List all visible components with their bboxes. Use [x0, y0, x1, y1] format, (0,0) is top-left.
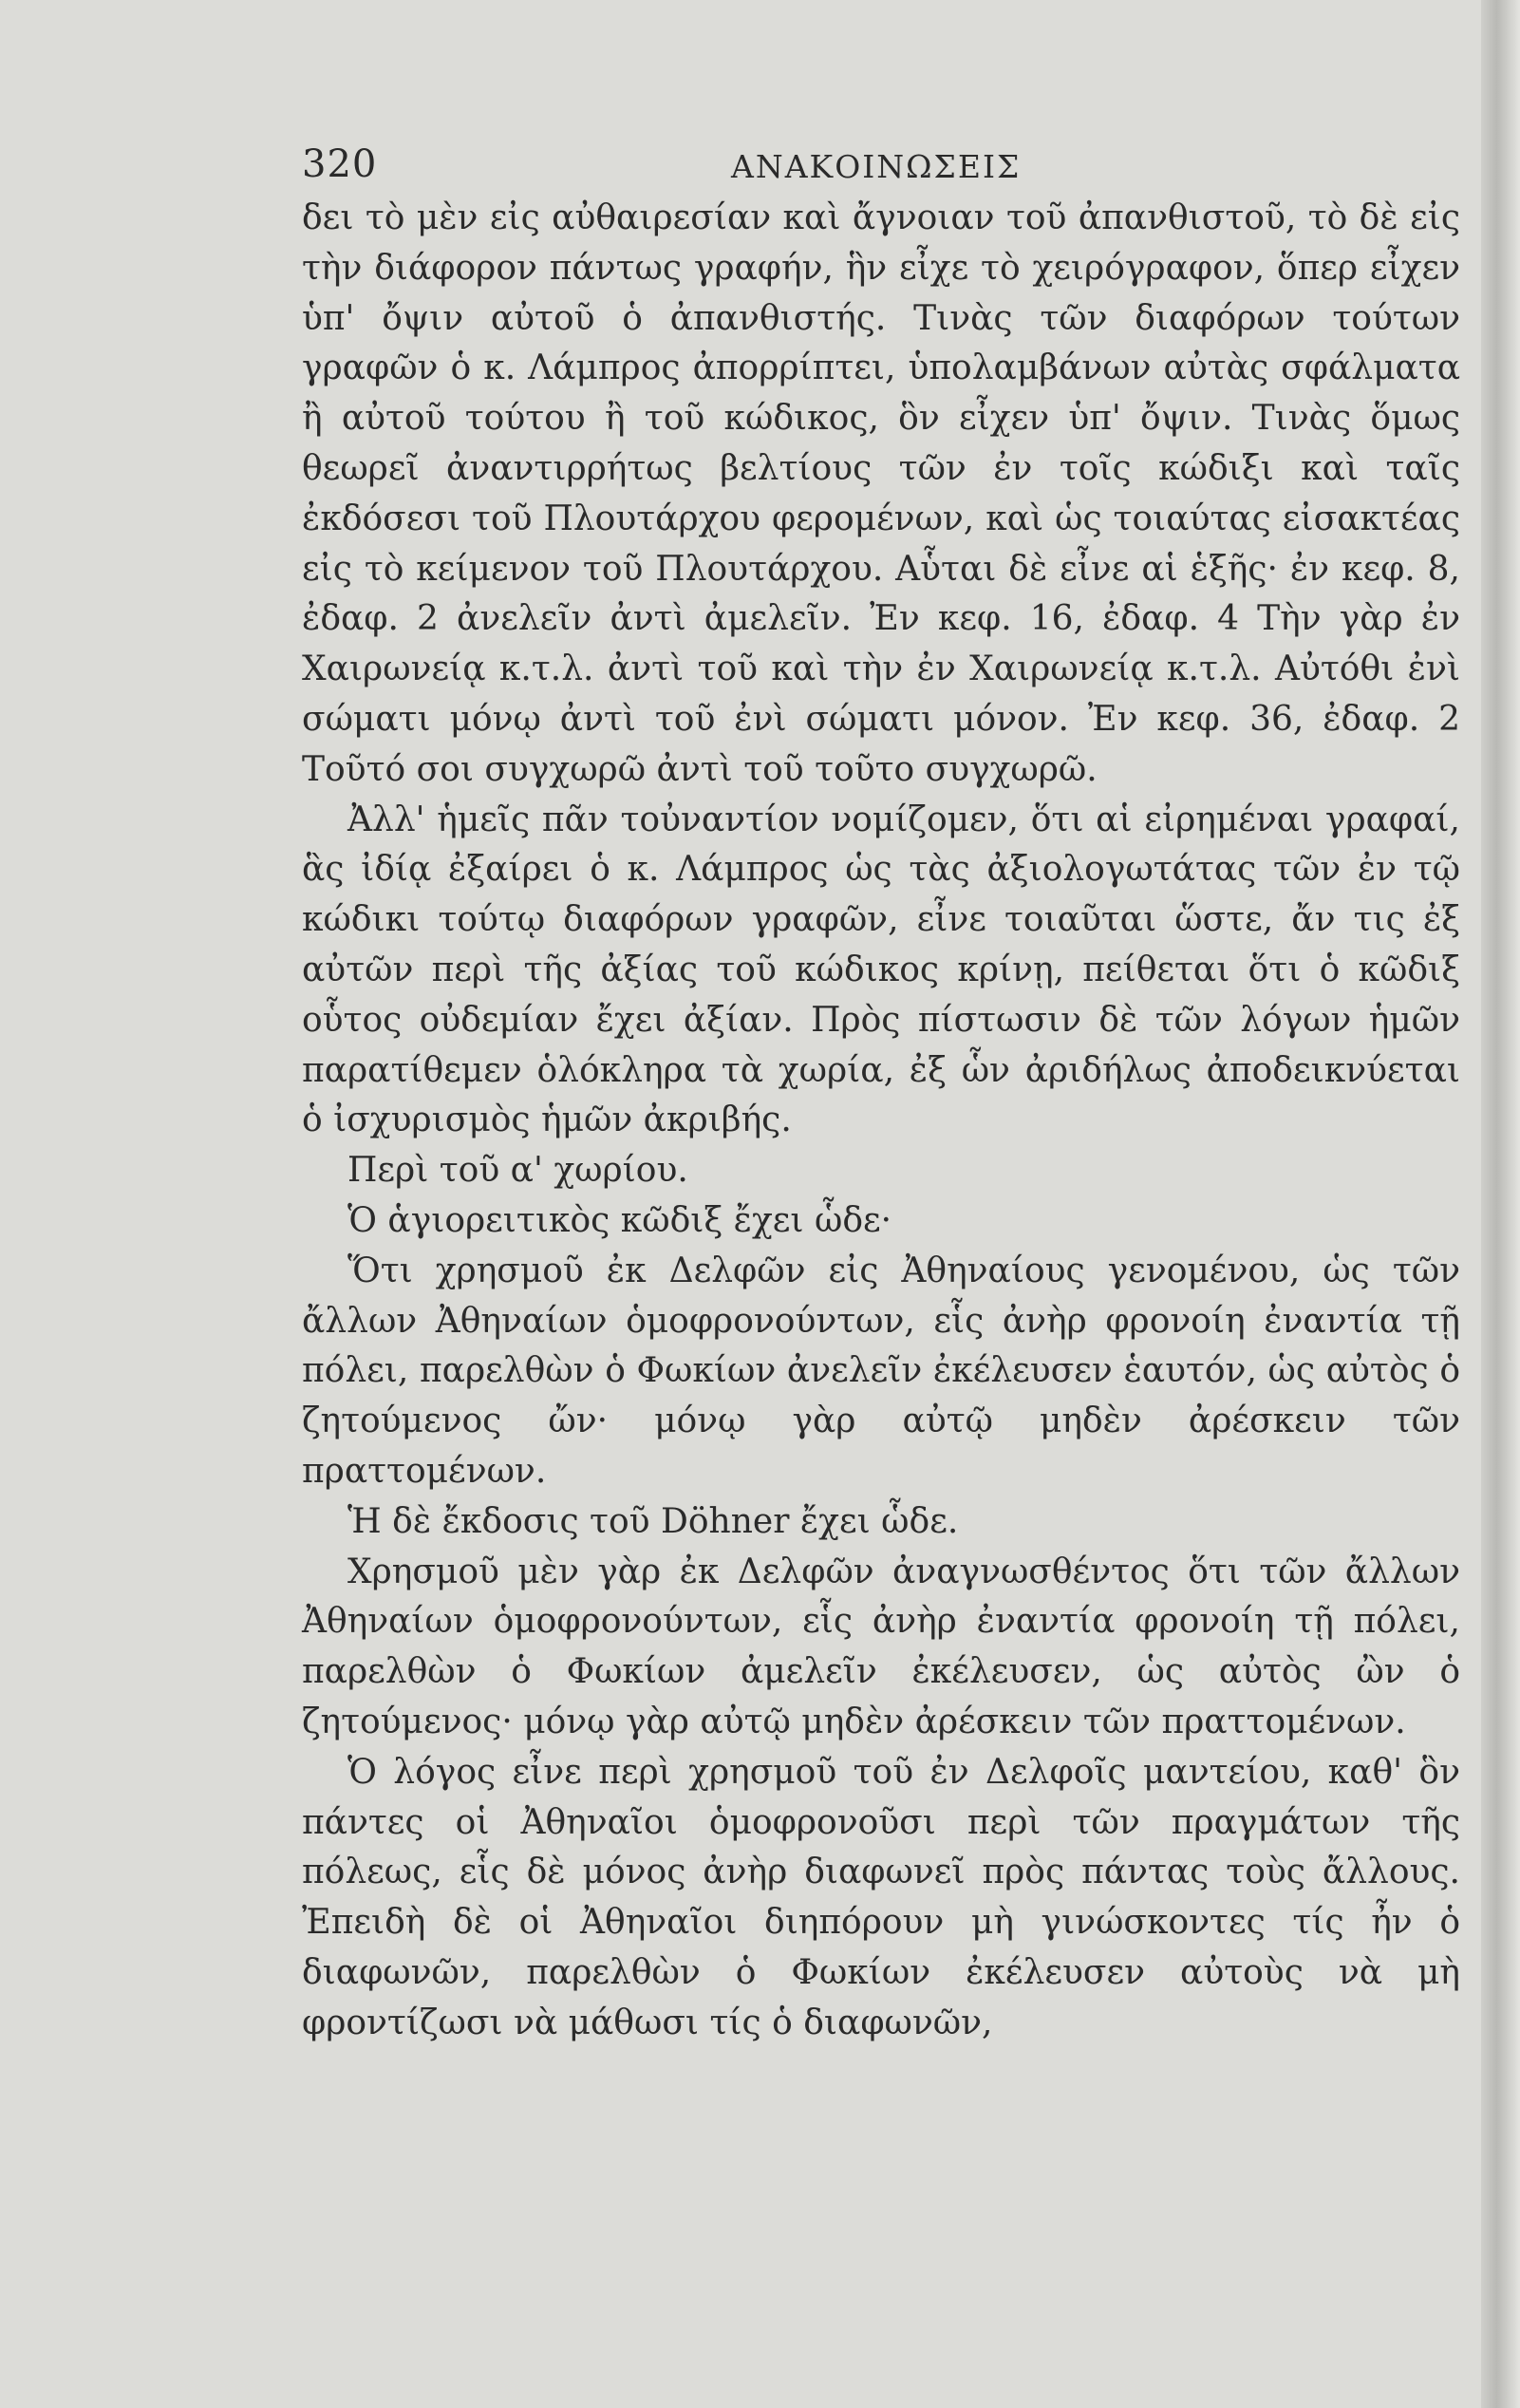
paragraph-3: Ὁ ἁγιορειτικὸς κῶδιξ ἔχει ὧδε·: [347, 1200, 892, 1240]
quotation-2: Χρησμοῦ μὲν γὰρ ἐκ Δελφῶν ἀναγνωσθέντος ὅτι τῶν ἄλλων Ἀθηναίων ὁμοφρονούντων, εἷς ἀνὴρ ἐναντία φρονοίη τῇ πόλει, παρελθὼν ὁ Φωκίων ἀμελεῖν ἐκέλευσεν, ὡς αὐτὸς ὢν ὁ ζητούμενος· μόνῳ γὰρ αὐτῷ μηδὲν ἀρέσκειν τῶν πραττομένων.: [302, 1552, 1460, 1741]
paragraph-5: Ὁ λόγος εἶνε περὶ χρησμοῦ τοῦ ἐν Δελφοῖς μαντείου, καθ' ὃν πάντες οἱ Ἀθηναῖοι ὁμοφρονοῦσι περὶ τῶν πραγμάτων τῆς πόλεως, εἷς δὲ μόνος ἀνὴρ διαφωνεῖ πρὸς πάντας τοὺς ἄλλους. Ἐπειδὴ δὲ οἱ Ἀθηναῖοι διηπόρουν μὴ γινώσκοντες τίς ἦν ὁ διαφωνῶν, παρελθὼν ὁ Φωκίων ἐκέλευσεν αὐτοὺς νὰ μὴ φροντίζωσι νὰ μάθωσι τίς ὁ διαφωνῶν,: [302, 1752, 1460, 2042]
text-block: [302, 194, 1460, 2048]
page-number: 320: [302, 142, 378, 186]
running-title: ΑΝΑΚΟΙΝΩΣΕΙΣ: [731, 148, 1022, 185]
section-heading: Περὶ τοῦ α' χωρίου.: [347, 1151, 688, 1191]
page-gutter: [1481, 0, 1520, 2408]
quotation-1: Ὅτι χρησμοῦ ἐκ Δελφῶν εἰς Ἀθηναίους γενομένου, ὡς τῶν ἄλλων Ἀθηναίων ὁμοφρονούντων, εἷς ἀνὴρ φρονοίη ἐναντία τῇ πόλει, παρελθὼν ὁ Φωκίων ἀνελεῖν ἐκέλευσεν ἑαυτόν, ὡς αὐτὸς ὁ ζητούμενος ὤν· μόνῳ γὰρ αὐτῷ μηδὲν ἀρέσκειν τῶν πραττομένων.: [302, 1251, 1460, 1491]
paragraph-2: Ἀλλ' ἡμεῖς πᾶν τοὐναντίον νομίζομεν, ὅτι αἱ εἰρημέναι γραφαί, ἃς ἰδίᾳ ἐξαίρει ὁ κ. Λάμπρος ὡς τὰς ἀξιολογωτάτας τῶν ἐν τῷ κώδικι τούτῳ διαφόρων γραφῶν, εἶνε τοιαῦται ὥστε, ἄν τις ἐξ αὐτῶν περὶ τῆς ἀξίας τοῦ κώδικος κρίνῃ, πείθεται ὅτι ὁ κῶδιξ οὗτος οὐδεμίαν ἔχει ἀξίαν. Πρὸς πίστωσιν δὲ τῶν λόγων ἡμῶν παρατίθεμεν ὁλόκληρα τὰ χωρία, ἐξ ὧν ἀριδήλως ἀποδεικνύεται ὁ ἰσχυρισμὸς ἡμῶν ἀκριβής.: [302, 800, 1460, 1140]
paragraph-4: Ἡ δὲ ἔκδοσις τοῦ Döhner ἔχει ὧδε.: [347, 1501, 959, 1541]
paragraph-1: δει τὸ μὲν εἰς αὐθαιρεσίαν καὶ ἄγνοιαν τοῦ ἀπανθιστοῦ, τὸ δὲ εἰς τὴν διάφορον πάντως γραφήν, ἣν εἶχε τὸ χειρόγραφον, ὅπερ εἶχεν ὑπ' ὄψιν αὐτοῦ ὁ ἀπανθιστής. Τινὰς τῶν διαφόρων τούτων γραφῶν ὁ κ. Λάμπρος ἀπορρίπτει, ὑπολαμβάνων αὐτὰς σφάλματα ἢ αὐτοῦ τούτου ἢ τοῦ κώδικος, ὃν εἶχεν ὑπ' ὄψιν. Τινὰς ὅμως θεωρεῖ ἀναντιρρήτως βελτίους τῶν ἐν τοῖς κώδιξι καὶ ταῖς ἐκδόσεσι τοῦ Πλουτάρχου φερομένων, καὶ ὡς τοιαύτας εἰσακτέας εἰς τὸ κείμενον τοῦ Πλουτάρχου. Αὗται δὲ εἶνε αἱ ἑξῆς· ἐν κεφ. 8, ἐδαφ. 2 ἀνελεῖν ἀντὶ ἀμελεῖν. Ἐν κεφ. 16, ἐδαφ. 4 Τὴν γὰρ ἐν Χαιρωνείᾳ κ.τ.λ. ἀντὶ τοῦ καὶ τὴν ἐν Χαιρωνείᾳ κ.τ.λ. Αὐτόθι ἐνὶ σώματι μόνῳ ἀντὶ τοῦ ἐνὶ σώματι μόνον. Ἐν κεφ. 36, ἐδαφ. 2 Τοῦτό σοι συγχωρῶ ἀντὶ τοῦ τοῦτο συγχωρῶ.: [302, 198, 1460, 789]
page-header: [302, 142, 1460, 190]
